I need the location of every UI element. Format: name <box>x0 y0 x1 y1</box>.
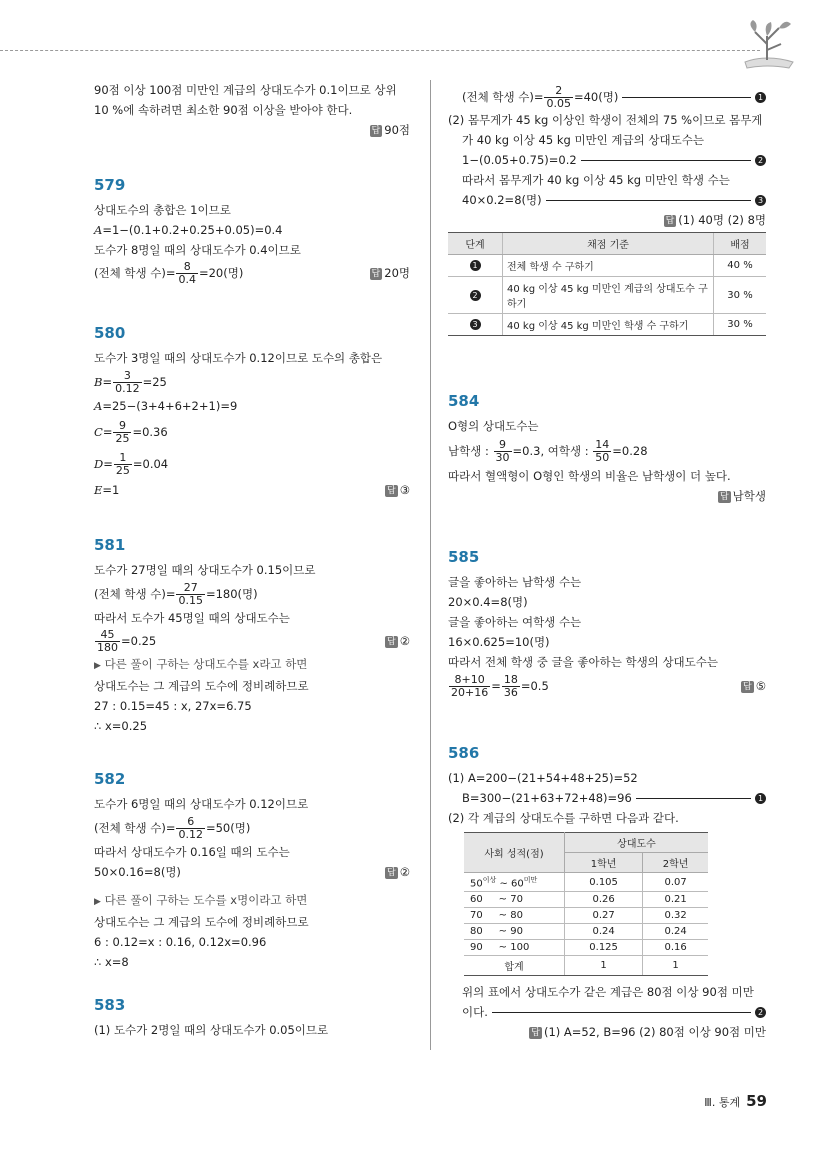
problem-number: 585 <box>448 548 480 566</box>
line: 도수가 6명일 때의 상대도수가 0.12이므로 <box>94 797 309 811</box>
table-row: 1 전체 학생 수 구하기 40 % <box>448 255 766 277</box>
fraction: $\frac{8}{0.4}$ <box>178 260 196 286</box>
answer-value: 90점 <box>384 123 410 137</box>
line: (1) 도수가 2명일 때의 상대도수가 0.05이므로 <box>94 1023 329 1037</box>
problem-number: 586 <box>448 744 480 762</box>
line: B=300−(21+63+72+48)=96 1 <box>448 788 766 808</box>
line: (1) A=200−(21+54+48+25)=52 <box>448 771 638 785</box>
answer: 답 (1) A=52, B=96 (2) 80점 이상 90점 미만 <box>531 1025 766 1040</box>
line: E=1 답 ③ <box>94 480 410 500</box>
line: (전체 학생 수)= $\frac{27}{0.15}$ =180(명) <box>94 581 258 607</box>
table-row: 70 ~ 80 0.27 0.32 <box>464 908 708 924</box>
table-header-row <box>464 833 708 853</box>
table-header: 상대도수 <box>565 833 709 853</box>
fraction: $\frac{9}{25}$ <box>115 419 130 445</box>
answer-badge: 답 <box>386 486 396 496</box>
line: ∴ x=0.25 <box>94 719 148 733</box>
solution-578 <box>94 80 410 140</box>
chapter-label: Ⅲ. 통계 <box>704 1096 741 1109</box>
line: $\frac{45}{180}$ =0.25 답 ② <box>97 628 410 654</box>
problem-number: 579 <box>94 176 126 194</box>
answer: 답 ⑤ <box>742 679 766 693</box>
solution-586 <box>448 742 766 1042</box>
line: 16×0.625=10(명) <box>448 635 550 649</box>
answer: 답 ② <box>386 634 410 648</box>
line: 40×0.2=8(명) 3 <box>448 190 766 210</box>
fraction: $\frac{27}{0.15}$ <box>178 581 203 607</box>
answer: 답 남학생 <box>719 489 766 503</box>
scoring-table <box>448 232 766 336</box>
answer-badge: 답 <box>371 126 381 136</box>
answer: 답 20명 <box>371 266 410 280</box>
problem-number: 582 <box>94 770 126 788</box>
table-header: 1학년 <box>565 853 643 873</box>
line: O형의 상대도수는 <box>448 419 539 433</box>
solution-583-start <box>94 994 410 1040</box>
answer-badge: 답 <box>386 637 396 647</box>
line: 글을 좋아하는 남학생 수는 <box>448 575 582 589</box>
triangle-icon: ▶ <box>94 661 101 671</box>
line: 따라서 도수가 45명일 때의 상대도수는 <box>94 611 290 625</box>
line: B= $\frac{3}{0.12}$ =25 <box>94 369 167 395</box>
line: 20×0.4=8(명) <box>448 595 528 609</box>
fraction: $\frac{2}{0.05}$ <box>546 84 571 110</box>
line: 6 : 0.12=x : 0.16, 0.12x=0.96 <box>94 935 267 949</box>
line: 상대도수의 총합은 1이므로 <box>94 203 231 217</box>
answer: 답 ③ <box>386 483 410 497</box>
table-header-row <box>448 233 766 255</box>
table-row: 합계 1 1 <box>464 956 708 976</box>
line: 따라서 혈액형이 O형인 학생의 비율은 남학생이 더 높다. <box>448 469 731 483</box>
line: (2) 몸무게가 45 kg 이상인 학생이 전체의 75 %이므로 몸무게 <box>448 113 763 127</box>
line: (전체 학생 수)= $\frac{2}{0.05}$ =40(명) 1 <box>448 84 766 110</box>
solution-579 <box>94 174 410 286</box>
line: 50×0.16=8(명) 답 ② <box>94 862 410 882</box>
step-mark: 1 <box>755 92 766 103</box>
line: 상대도수는 그 계급의 도수에 정비례하므로 <box>94 915 309 929</box>
line: 남학생 : $\frac{9}{30}$ =0.3, 여학생 : $\frac{14}{50}$ =0.28 <box>448 438 648 464</box>
line: 90점 이상 100점 미만인 계급의 상대도수가 0.1이므로 상위 <box>94 83 397 97</box>
solution-582 <box>94 768 410 972</box>
relative-frequency-table <box>464 832 708 976</box>
table-header: 2학년 <box>643 853 708 873</box>
line: A=25−(3+4+6+2+1)=9 <box>94 399 238 413</box>
solution-581 <box>94 534 410 736</box>
line: 도수가 8명일 때의 상대도수가 0.4이므로 <box>94 243 301 257</box>
line: ∴ x=8 <box>94 955 129 969</box>
header-dashed-line <box>0 50 760 51</box>
fraction: $\frac{1}{25}$ <box>115 451 130 477</box>
tree-logo-icon <box>737 14 797 72</box>
table-header: 사회 성적(점) <box>464 833 565 873</box>
table-header: 단계 <box>448 233 503 255</box>
answer-badge: 답 <box>386 868 396 878</box>
solution-585 <box>448 546 766 700</box>
line: 글을 좋아하는 여학생 수는 <box>448 615 582 629</box>
left-column <box>94 80 410 1040</box>
line: A=1−(0.1+0.2+0.25+0.05)=0.4 <box>94 223 283 237</box>
line: 위의 표에서 상대도수가 같은 계급은 80점 이상 90점 미만 <box>462 985 754 1000</box>
line: 이다. 2 <box>448 1002 766 1022</box>
problem-number: 580 <box>94 324 126 342</box>
answer-badge: 답 <box>531 1028 540 1039</box>
line: C= $\frac{9}{25}$ =0.36 <box>94 419 168 445</box>
fraction: $\frac{8+10}{20+16}$ <box>451 673 489 699</box>
answer-badge: 답 <box>665 216 675 226</box>
line: (전체 학생 수)= $\frac{6}{0.12}$ =50(명) <box>94 815 251 841</box>
table-row: 60 ~ 70 0.26 0.21 <box>464 892 708 908</box>
column-divider <box>430 80 431 1050</box>
line: 가 40 kg 이상 45 kg 미만인 계급의 상대도수는 <box>462 133 704 147</box>
triangle-icon: ▶ <box>94 897 101 907</box>
fraction: $\frac{9}{30}$ <box>495 438 510 464</box>
table-header: 채점 기준 <box>503 233 714 255</box>
problem-number: 581 <box>94 536 126 554</box>
answer <box>94 120 410 140</box>
right-column <box>448 84 766 1042</box>
page-footer <box>704 1092 767 1110</box>
line: 따라서 상대도수가 0.16일 때의 도수는 <box>94 845 290 859</box>
solution-584 <box>448 390 766 506</box>
line: D= $\frac{1}{25}$ =0.04 <box>94 451 169 477</box>
problem-number: 584 <box>448 392 480 410</box>
fraction: $\frac{45}{180}$ <box>97 628 118 654</box>
line: 도수가 3명일 때의 상대도수가 0.12이므로 도수의 총합은 <box>94 351 383 365</box>
fraction: $\frac{14}{50}$ <box>595 438 610 464</box>
answer-badge: 답 <box>742 682 752 692</box>
table-row: $50^{이상}$ ~ $60^{미만}$ 0.105 0.07 <box>464 873 708 892</box>
step-mark: 3 <box>755 195 766 206</box>
solution-583-continued <box>448 84 766 336</box>
table-row: 3 40 kg 이상 45 kg 미만인 학생 수 구하기 30 % <box>448 314 766 336</box>
line: 10 %에 속하려면 최소한 90점 이상을 받아야 한다. <box>94 103 353 117</box>
step-mark: 2 <box>755 155 766 166</box>
answer: 답 (1) 40명 (2) 8명 <box>665 213 766 227</box>
answer-badge: 답 <box>719 492 729 502</box>
table-row: 2 40 kg 이상 45 kg 미만인 계급의 상대도수 구하기 30 % <box>448 277 766 314</box>
page-number: 59 <box>746 1092 767 1110</box>
table-row: 90 ~ 100 0.125 0.16 <box>464 940 708 956</box>
step-mark: 1 <box>755 793 766 804</box>
answer: 답 ② <box>386 865 410 879</box>
fraction: $\frac{18}{36}$ <box>503 673 518 699</box>
line: 27 : 0.15=45 : x, 27x=6.75 <box>94 699 252 713</box>
line: 1−(0.05+0.75)=0.2 2 <box>448 150 766 170</box>
step-mark: 2 <box>755 1007 766 1018</box>
problem-number: 583 <box>94 996 126 1014</box>
table-header: 배점 <box>714 233 767 255</box>
line: 상대도수는 그 계급의 도수에 정비례하므로 <box>94 679 309 693</box>
fraction: $\frac{6}{0.12}$ <box>178 815 203 841</box>
fraction: $\frac{3}{0.12}$ <box>115 369 140 395</box>
alt-solution-heading: ▶ 다른 풀이 구하는 상대도수를 x라고 하면 <box>94 657 308 671</box>
table-row: 80 ~ 90 0.24 0.24 <box>464 924 708 940</box>
line: (전체 학생 수)= $\frac{8}{0.4}$ =20(명) 답 20명 <box>94 260 410 286</box>
alt-solution-heading: ▶ 다른 풀이 구하는 도수를 x명이라고 하면 <box>94 893 308 907</box>
line: $\frac{8+10}{20+16}$ = $\frac{18}{36}$ =0.5 답 ⑤ <box>451 673 766 699</box>
line: 따라서 전체 학생 중 글을 좋아하는 학생의 상대도수는 <box>448 655 718 669</box>
answer-badge: 답 <box>371 269 381 279</box>
line: 따라서 몸무게가 40 kg 이상 45 kg 미만인 학생 수는 <box>462 173 730 187</box>
line: (2) 각 계급의 상대도수를 구하면 다음과 같다. <box>448 811 679 825</box>
solution-580 <box>94 322 410 500</box>
line: 도수가 27명일 때의 상대도수가 0.15이므로 <box>94 563 316 577</box>
